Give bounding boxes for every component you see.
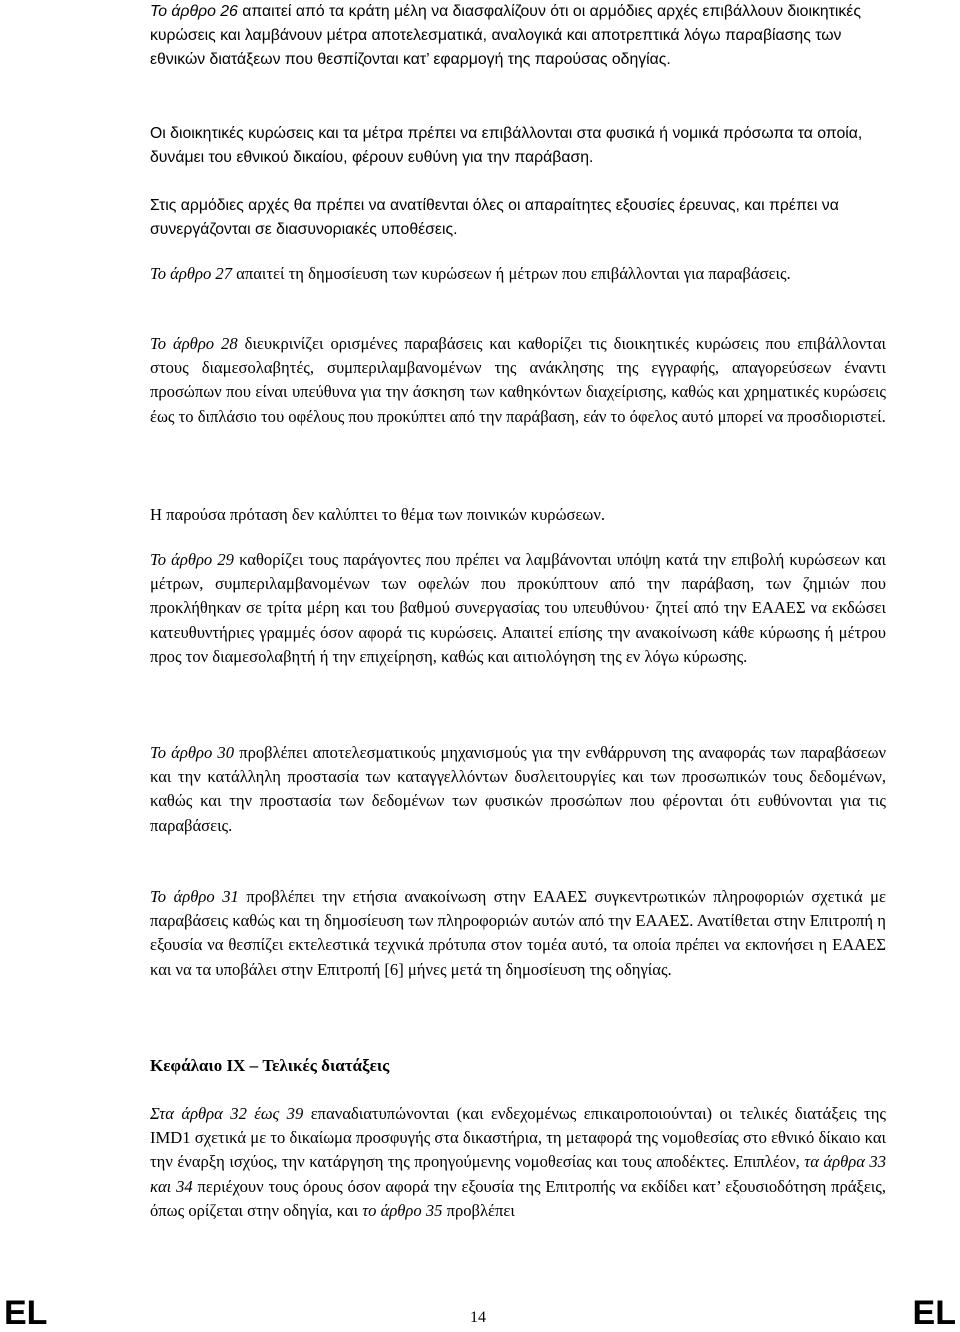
paragraph-text: καθορίζει τους παράγοντες που πρέπει να λαμβάνονται υπόψη κατά την επιβολή κυρώσεων και μέτρων, συμπεριλαμβανομένων των οφελών που προκύπτουν από την παράβαση, των ζημιών που προκλήθηκαν σε τρίτα μέρη και του βαθμού συνεργασίας του υπευθύνου· ζητεί από την ΕΑΑΕΣ να εκδώσει κατευθυντήριες γραμμές όσον αφορά τις κυρώσεις. Απαιτεί επίσης την ανακοίνωση κάθε κύρωσης ή μέτρου προς τον διαμεσολαβητή ή την επιχείρηση, καθώς και αιτιολόγηση της εν λόγω κύρωσης.: [150, 550, 886, 666]
paragraph-text: προβλέπει αποτελεσματικούς μηχανισμούς για την ενθάρρυνση της αναφοράς των παραβάσεων και την κατάλληλη προστασία των καταγγελλόντων δυσλειτουργίες και των προσωπικών τους δεδομένων, καθώς και την προστασία των δεδομένων των φυσικών προσώπων που φέρονται ότι ευθύνονται για τις παραβάσεις.: [150, 743, 886, 835]
page-number: 14: [470, 1309, 486, 1326]
paragraph-article-31: [150, 885, 886, 982]
paragraph-article-28: [150, 332, 886, 429]
paragraph-text: περιέχουν τους όρους όσον αφορά την εξουσία της Επιτροπής να εκδίδει κατ’ εξουσιοδότηση πράξεις, όπως ορίζεται στην οδηγία, και: [150, 1176, 886, 1220]
article-reference: Το άρθρο 28: [150, 334, 238, 353]
paragraph-article-29: [150, 548, 886, 669]
paragraph-criminal-sanctions: Η παρούσα πρόταση δεν καλύπτει το θέμα των ποινικών κυρώσεων.: [150, 505, 605, 524]
footer-language-left: EL: [4, 1294, 48, 1332]
paragraph-text: επαναδιατυπώνονται (και ενδεχομένως επικαιροποιούνται) οι τελικές διατάξεις της IMD1 σχετικά με το δικαίωμα προσφυγής στα δικαστήρια, τη μεταφορά της νομοθεσίας στο εθνικό δίκαιο και την έναρξη ισχύος, την κατάργηση της προηγούμενης νομοθεσίας και τους αποδέκτες. Επιπλέον,: [150, 1104, 886, 1172]
paragraph-text: προβλέπει: [442, 1200, 515, 1220]
article-reference: Το άρθρο 26: [150, 3, 238, 20]
paragraph-article-27: [150, 262, 886, 286]
chapter-heading: Κεφάλαιο IX – Τελικές διατάξεις: [150, 1056, 390, 1075]
paragraph-persons-liable: Οι διοικητικές κυρώσεις και τα μέτρα πρέπει να επιβάλλονται στα φυσικά ή νομικά πρόσωπα τα οποία, δυνάμει του εθνικού δικαίου, φέρουν ευθύνη για την παράβαση.: [150, 125, 863, 167]
paragraph-text: απαιτεί τη δημοσίευση των κυρώσεων ή μέτρων που επιβάλλονται για παραβάσεις.: [232, 264, 791, 283]
paragraph-article-30: [150, 741, 886, 838]
article-reference: τα άρθρα 33 και 34: [150, 1152, 886, 1196]
paragraph-text: απαιτεί από τα κράτη μέλη να διασφαλίζουν ότι οι αρμόδιες αρχές επιβάλλουν διοικητικές κυρώσεις και λαμβάνουν μέτρα αποτελεσματικά, αναλογικά και αποτρεπτικά λόγω παραβίασης των εθνικών διατάξεων που θεσπίζονται κατ’ εφαρμογή της παρούσας οδηγίας.: [150, 3, 861, 69]
article-reference: Το άρθρο 30: [150, 743, 235, 762]
footer-language-right: EL: [912, 1294, 956, 1332]
article-reference: Το άρθρο 31: [150, 887, 239, 906]
article-reference: Στα άρθρα 32 έως 39: [150, 1104, 304, 1123]
paragraph-article-26: [150, 0, 886, 73]
paragraph-text: προβλέπει την ετήσια ανακοίνωση στην ΕΑΑΕΣ συγκεντρωτικών πληροφοριών σχετικά με παραβάσεις καθώς και τη δημοσίευση των πληροφοριών αυτών από την ΕΑΑΕΣ. Ανατίθεται στην Επιτροπή η εξουσία να θεσπίζει εκτελεστικά τεχνικά πρότυπα στον τομέα αυτό, τα οποία πρέπει να εκπονήσει η ΕΑΑΕΣ και να τα υποβάλει στην Επιτροπή [6] μήνες μετά τη δημοσίευση της οδηγίας.: [150, 887, 887, 979]
article-reference: Το άρθρο 29: [150, 550, 234, 569]
article-reference: Το άρθρο 27: [150, 264, 232, 283]
paragraph-text: διευκρινίζει ορισμένες παραβάσεις και καθορίζει τις διοικητικές κυρώσεις που επιβάλλονται στους διαμεσολαβητές, συμπεριλαμβανομένων της ανάκλησης της εγγραφής, απαγορεύσεων έναντι προσώπων που είναι υπεύθυνα για την άσκηση των καθηκόντων διαχείρισης, καθώς και χρηματικές κυρώσεις έως το διπλάσιο του οφέλους που προκύπτει από την παράβαση, εάν το όφελος αυτό μπορεί να προσδιοριστεί.: [150, 334, 886, 426]
article-reference: το άρθρο 35: [362, 1200, 443, 1220]
paragraph-investigative-powers: Στις αρμόδιες αρχές θα πρέπει να ανατίθενται όλες οι απαραίτητες εξουσίες έρευνας, και πρέπει να συνεργάζονται σε διασυνοριακές υποθέσεις.: [150, 197, 839, 239]
paragraph-articles-32-39: [150, 1102, 886, 1223]
